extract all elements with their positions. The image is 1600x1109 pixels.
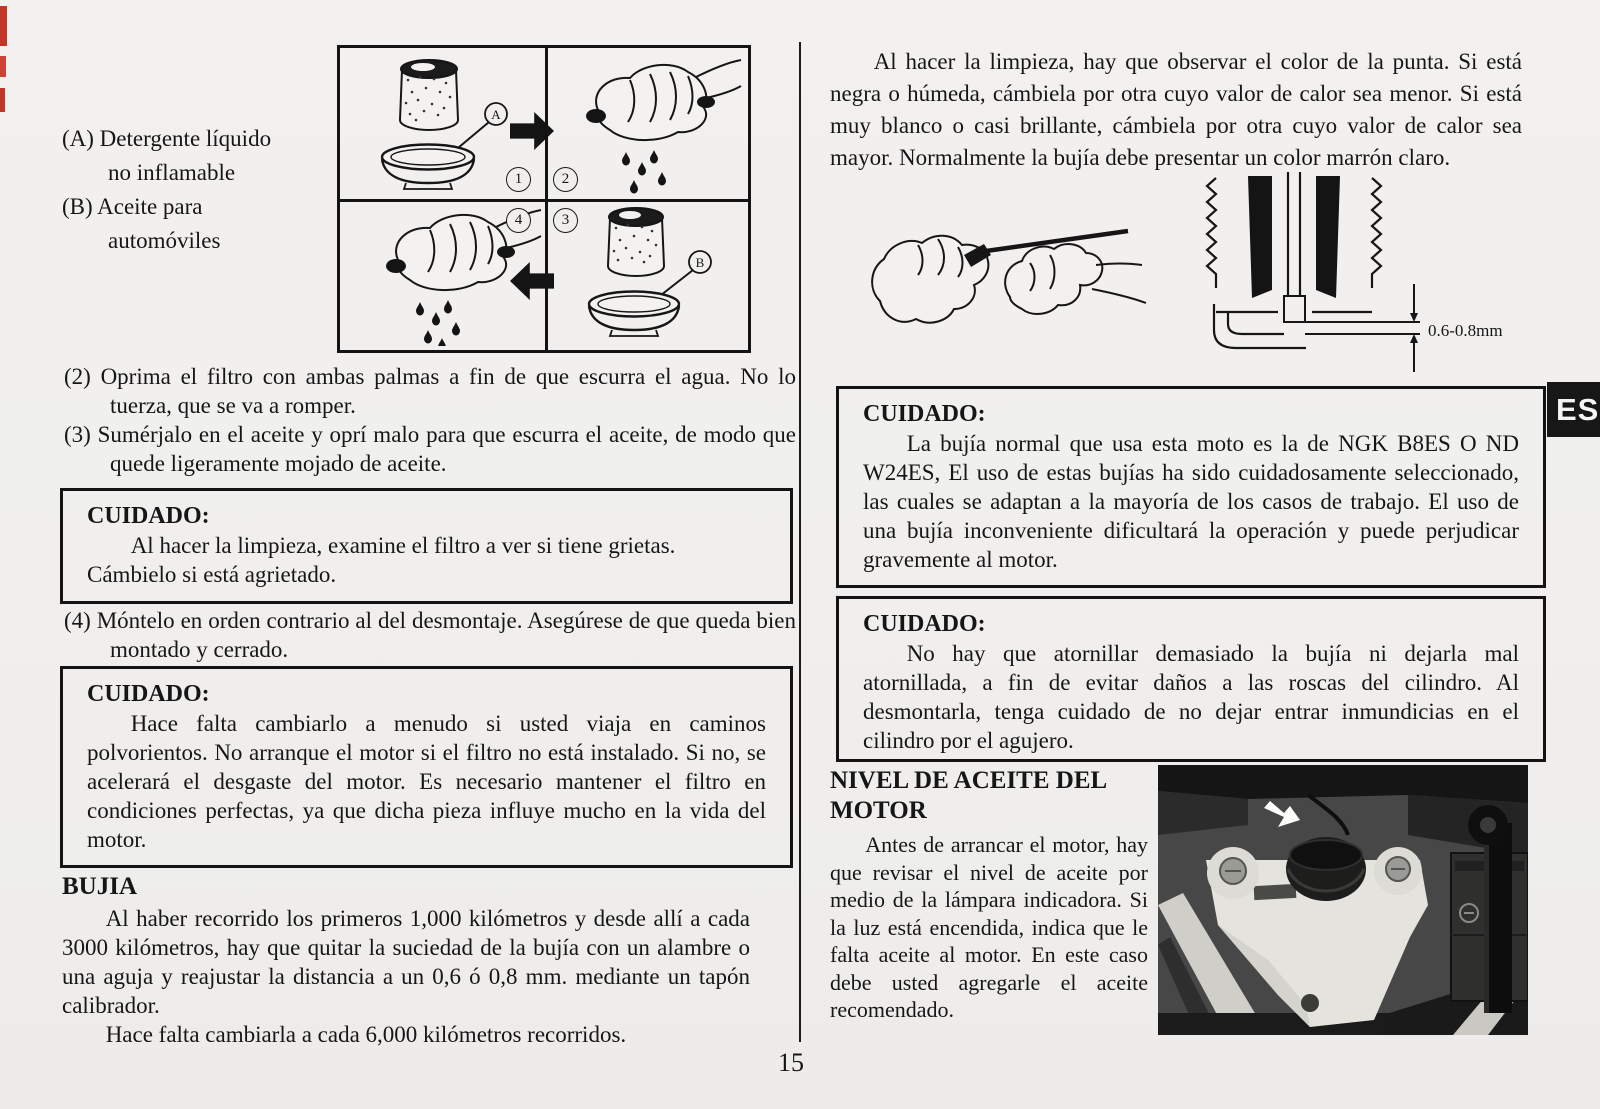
filter-over-oil-illustration: [552, 204, 742, 346]
oil-level-body: Antes de arrancar el motor, hay que revisar el nivel de aceite por medio de la lámpara indicadora. Si la luz está encendida, indica que le falta aceite al motor. En este caso debe usted agregarle el aceite recomendado.: [830, 832, 1148, 1022]
language-edge-tab: ES: [1547, 382, 1600, 437]
step-3-text: (3) Sumérjalo en el aceite y oprí malo para que escurra el aceite, de modo que quede ligeramente mojado de aceite.: [64, 422, 796, 476]
step-number-4: 4: [506, 208, 531, 233]
figure-label-a: A: [491, 107, 501, 122]
red-edge-mark: [0, 88, 5, 112]
caution-body: Hace falta cambiarlo a menudo si usted viaja en caminos polvorientos. No arranque el motor si el filtro no está instalado. Si no, se acelerará el desgaste del motor. Es necesario mantener el filtro en condiciones perfectas, ya que dicha pieza influye mucho en la vida del motor.: [87, 711, 766, 852]
caution-box-filter-maintenance: [60, 666, 793, 868]
caution-box-filter-cracks: [60, 488, 793, 604]
spark-plug-cleaning-illustration: [858, 205, 1154, 363]
caution-body: La bujía normal que usa esta moto es la de NGK B8ES O ND W24ES, El uso de estas bujías ha sido cuidadosamente seleccionado, las cuales se adaptan a la mayoría de los casos de trabajo. El uso de una bujía inconveniente dificultará la operación y puede perjudicar gravemente al motor.: [863, 431, 1519, 572]
figure-inner-divider-horizontal: [340, 199, 748, 202]
step-number-1: 1: [506, 167, 531, 192]
oil-level-heading-line1: NIVEL DE ACEITE DEL: [830, 767, 1108, 794]
page-number: 15: [778, 1048, 804, 1077]
legend-line-a: (A) Detergente líquido: [62, 126, 272, 151]
step-number-2: 2: [553, 167, 578, 192]
gap-dimension-label: 0.6-0.8mm: [1428, 321, 1503, 340]
filter-cleaning-legend: [62, 122, 271, 258]
oil-filler-cap: [1286, 837, 1366, 901]
caution-box-plug-type: [836, 386, 1546, 588]
caution-title: CUIDADO:: [863, 611, 986, 637]
bujia-heading: BUJIA: [62, 873, 138, 900]
filter-washing-figure: [337, 45, 751, 353]
red-edge-mark: [0, 56, 6, 77]
column-divider-rule: [799, 42, 801, 1042]
spark-plug-gap-diagram: [1188, 172, 1533, 372]
step-4-text: (4) Móntelo en orden contrario al del desmontaje. Asegúrese de que queda bien montado y cerrado.: [64, 608, 796, 662]
oil-drops: [416, 300, 460, 346]
bujia-paragraph-1: Al haber recorrido los primeros 1,000 kilómetros y desde allí a cada 3000 kilómetros, hay que quitar la suciedad de la bujía con un alambre o una aguja y reajustar la distancia a un 0,6 ó 0,8 mm. mediante un tapón calibrador.: [62, 906, 750, 1018]
legend-line-b: (B) Aceite para: [62, 194, 203, 219]
caution-title: CUIDADO:: [87, 681, 210, 707]
step-2-text: (2) Oprima el filtro con ambas palmas a fin de que escurra el agua. No lo tuerza, que se va a romper.: [64, 364, 796, 418]
red-edge-mark: [0, 6, 7, 46]
caution-title: CUIDADO:: [87, 503, 210, 529]
water-drops: [622, 150, 666, 194]
spark-plug-intro-text: Al hacer la limpieza, hay que observar el color de la punta. Si está negra o húmeda, cámbiela por otra cuyo valor de calor sea menor. Si está muy blanco o casi brillante, cámbiela por otra cuyo valor de calor sea mayor. Normalmente la bujía debe presentar un color marrón claro.: [830, 49, 1522, 170]
bujia-paragraph-2: Hace falta cambiarla a cada 6,000 kilómetros recorridos.: [105, 1022, 627, 1047]
caution-title: CUIDADO:: [863, 401, 986, 427]
bujia-section: [62, 872, 750, 1049]
step-number-3: 3: [553, 208, 578, 233]
legend-line-b2: automóviles: [108, 228, 221, 253]
caution-box-plug-torque: [836, 596, 1546, 762]
oil-level-section: [830, 766, 1148, 1024]
oil-level-heading-line2: MOTOR: [830, 797, 927, 824]
oil-tank-photo: [1158, 765, 1528, 1035]
caution-body: No hay que atornillar demasiado la bujía ni dejarla mal atornillada, a fin de evitar daños a las roscas del cilindro. Al desmontarla, tenga cuidado de no dejar entrar inmundicias en el cilindro por el agujero.: [863, 641, 1519, 753]
legend-line-a2: no inflamable: [108, 160, 236, 185]
caution-body: Al hacer la limpieza, examine el filtro a ver si tiene grietas. Cámbielo si está agrietado.: [87, 533, 676, 587]
figure-label-b: B: [695, 255, 705, 270]
